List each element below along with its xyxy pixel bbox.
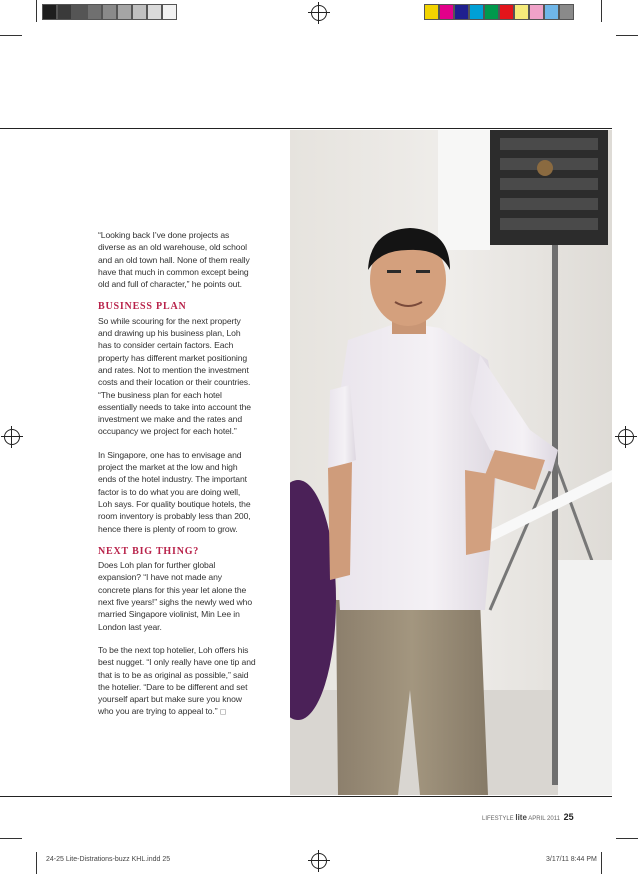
article-paragraph: Does Loh plan for further global expansion? “I have not made any concrete plans for this year let alone the next five years!” sighs the newly wed who married Singapore violinist, Min Lee in London last year.	[98, 560, 253, 632]
color-swatch	[42, 4, 57, 20]
color-swatch	[87, 4, 102, 20]
folio-section: LIFESTYLE	[482, 816, 514, 822]
color-swatch	[529, 4, 544, 20]
slug-filename: 24-25 Lite-Distrations-buzz KHL.indd 25	[46, 856, 171, 863]
color-swatch	[559, 4, 574, 20]
page-number: 25	[563, 812, 574, 822]
color-swatch	[147, 4, 162, 20]
section-heading: BUSINESS PLAN	[98, 301, 187, 313]
crop-mark	[36, 852, 37, 874]
color-swatch	[424, 4, 439, 20]
bottom-rule	[0, 796, 612, 797]
color-swatch	[544, 4, 559, 20]
end-mark-icon: ◻	[219, 707, 227, 717]
crop-mark	[0, 838, 22, 839]
folio-brand: lite	[515, 813, 527, 822]
crop-mark	[616, 838, 638, 839]
color-swatch	[469, 4, 484, 20]
portrait-photo	[290, 130, 612, 795]
color-swatch	[499, 4, 514, 20]
crop-mark	[36, 0, 37, 22]
color-swatch	[484, 4, 499, 20]
color-swatch	[162, 4, 177, 20]
top-rule	[0, 128, 612, 129]
color-swatch	[72, 4, 87, 20]
registration-mark-icon	[311, 5, 327, 21]
section-heading: NEXT BIG THING?	[98, 545, 200, 557]
slug-timestamp: 3/17/11 8:44 PM	[546, 856, 597, 863]
color-swatch	[454, 4, 469, 20]
crop-mark	[0, 35, 22, 36]
article-closing-text: To be the next top hotelier, Loh offers his best nugget. “I only really have one tip and that is to be as original as possible,” said the hotelier. “Dare to be different and set yourself apart but make sure you know who you are trying to appeal to.”	[98, 644, 256, 717]
color-swatch	[132, 4, 147, 20]
grayscale-color-bar	[42, 4, 177, 20]
article-paragraph: In Singapore, one has to envisage and project the market at the low and high ends of the hotel industry. The important factor is to do what you are doing well, Loh says. For quality boutique hotels, the room inventory is probably less than 200, hence there is plenty of room to grow.	[98, 449, 251, 534]
article-paragraph: “Looking back I’ve done projects as diverse as an old warehouse, old school and an old town hall. None of them really have that much in common except being old and full of character,” he points out.	[98, 230, 250, 290]
folio	[482, 812, 574, 822]
color-swatch	[57, 4, 72, 20]
color-swatch	[117, 4, 132, 20]
article-body	[98, 229, 280, 719]
folio-issue: APRIL 2011	[528, 816, 560, 822]
color-swatch	[514, 4, 529, 20]
registration-mark-icon	[618, 429, 634, 445]
color-swatch	[102, 4, 117, 20]
crop-mark	[601, 0, 602, 22]
process-color-bar	[424, 4, 574, 20]
color-swatch	[439, 4, 454, 20]
article-paragraph: So while scouring for the next property and drawing up his business plan, Loh has to consider certain factors. Each property has different market positioning and rates. Not to mention the investment costs and their location or their countries. “The business plan for each hotel essentially needs to take into account the investment we make and the rates and occupancy we project for each hotel.”	[98, 315, 251, 437]
article-paragraph	[98, 644, 280, 719]
crop-mark	[601, 852, 602, 874]
registration-mark-icon	[4, 429, 20, 445]
registration-mark-icon	[311, 853, 327, 869]
crop-mark	[616, 35, 638, 36]
